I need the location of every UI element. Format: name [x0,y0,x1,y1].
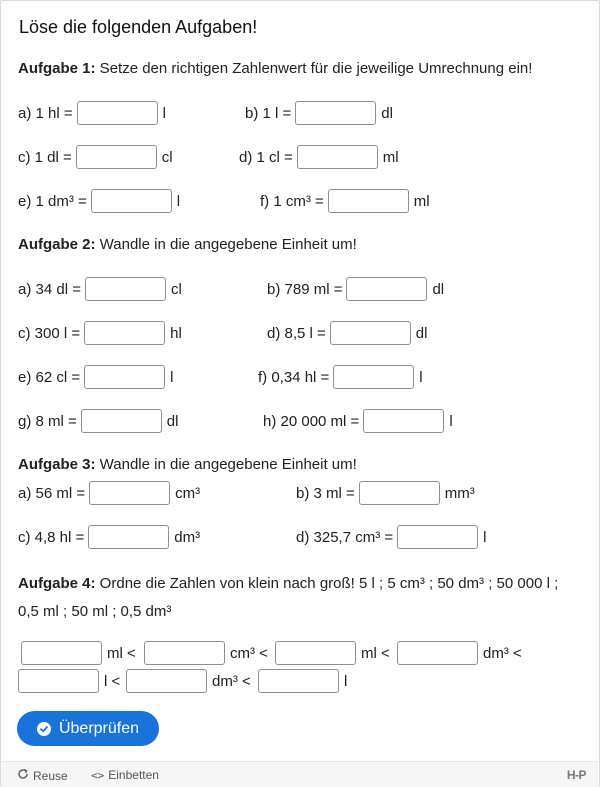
task4-line-1 [0,640,600,666]
task4-slot-4 [397,640,522,666]
task4-label: Aufgabe 4: [18,575,96,592]
reuse-link[interactable] [17,768,68,783]
task3-item-b-input[interactable] [359,481,440,505]
task3-heading [18,456,357,473]
task2-item-h-input[interactable] [363,409,444,433]
task3-row-1 [0,480,600,506]
task2-item-c-prompt: c) 300 l = [18,324,81,342]
task1-item-f-unit: ml [413,192,430,210]
task2-item-c [18,320,182,346]
task2-item-e-unit: l [170,368,174,386]
task4-slot-3-input[interactable] [275,641,356,665]
task4-slot-7-input[interactable] [258,669,339,693]
check-circle-icon [37,722,51,736]
task4-slot-6-unit: dm³ < [212,672,251,690]
check-button-label: Überprüfen [58,719,140,737]
task4-slot-7 [258,668,347,694]
task1-item-e-input[interactable] [91,189,172,213]
task3-item-b [296,480,475,506]
task1-item-c-unit: cl [161,148,173,166]
task3-item-d-unit: l [483,528,487,546]
task2-item-g-prompt: g) 8 ml = [18,412,77,430]
task4-slot-5-unit: l < [104,672,121,690]
h5p-logo[interactable]: H-P [566,768,586,782]
task2-item-f-unit: l [419,368,423,386]
task4-slot-5-input[interactable] [18,669,99,693]
task2-item-h [263,408,453,434]
task4-slot-1-input[interactable] [21,641,102,665]
task1-item-f-prompt: f) 1 cm³ = [260,192,324,210]
task1-item-d-prompt: d) 1 cl = [239,148,293,166]
task3-item-d [296,524,486,550]
reuse-icon [17,768,29,783]
task2-text: Wandle in die angegebene Einheit um! [95,236,357,253]
task2-item-e [18,364,173,390]
task1-item-e-unit: l [176,192,181,210]
task2-item-g [18,408,178,434]
task2-item-h-prompt: h) 20 000 ml = [263,412,360,430]
task3-item-c [18,524,200,550]
task2-row-1 [0,276,600,302]
task2-item-d-unit: dl [415,324,428,342]
task1-item-e [18,188,180,214]
task2-label: Aufgabe 2: [18,236,96,253]
task2-item-e-prompt: e) 62 cl = [18,368,81,386]
task1-item-b-unit: dl [381,104,393,122]
task2-item-d-prompt: d) 8,5 l = [267,324,326,342]
task2-item-b-prompt: b) 789 ml = [267,280,343,298]
task3-item-c-unit: dm³ [174,528,201,546]
task2-item-a-unit: cl [170,280,182,298]
task2-item-d-input[interactable] [330,321,411,345]
task2-item-f-prompt: f) 0,34 hl = [258,368,330,386]
task3-item-a-unit: cm³ [175,484,201,502]
task4-slot-3 [275,640,390,666]
task2-item-f [258,364,423,390]
task2-item-b-unit: dl [432,280,445,298]
task1-item-a-input[interactable] [77,101,158,125]
code-icon: <> [91,768,105,782]
reuse-label: Reuse [33,768,68,783]
task3-item-a [18,480,200,506]
task4-slot-2 [144,640,268,666]
task1-item-d [239,144,399,170]
task4-slot-7-unit: l [344,672,348,690]
task3-item-d-prompt: d) 325,7 cm³ = [296,528,394,546]
task4-heading [18,570,583,626]
task3-item-c-prompt: c) 4,8 hl = [18,528,85,546]
task2-item-c-unit: hl [170,324,182,342]
task3-item-a-prompt: a) 56 ml = [18,484,86,502]
task2-item-a-prompt: a) 34 dl = [18,280,81,298]
task1-item-b-prompt: b) 1 l = [245,104,292,122]
task1-item-c-input[interactable] [76,145,157,169]
task1-item-c-prompt: c) 1 dl = [18,148,72,166]
task4-slot-6-input[interactable] [126,669,207,693]
embed-label: Einbetten [108,768,159,782]
task1-row-3 [0,188,600,214]
task2-row-4 [0,408,600,434]
task1-item-c [18,144,173,170]
task3-text: Wandle in die angegebene Einheit um! [95,456,357,473]
task4-slot-6 [126,668,251,694]
task3-item-c-input[interactable] [88,525,169,549]
task4-text: Ordne die Zahlen von klein nach groß! 5 l ; 5 cm³ ; 50 dm³ ; 50 000 l ; 0,5 ml ; 50 ml ; 0,5 dm³ [18,575,559,620]
task3-item-d-input[interactable] [397,525,478,549]
task4-slot-4-unit: dm³ < [483,644,522,662]
task3-item-b-unit: mm³ [444,484,475,502]
task3-item-b-prompt: b) 3 ml = [296,484,355,502]
task4-line-2 [0,668,600,694]
task1-text: Setze den richtigen Zahlenwert für die jeweilige Umrechnung ein! [95,60,533,77]
footer-bar [1,761,598,787]
task4-slot-1 [21,640,136,666]
task2-heading [18,236,357,253]
task1-item-d-unit: ml [382,148,399,166]
task1-row-1 [0,100,600,126]
task1-item-a-prompt: a) 1 hl = [18,104,73,122]
task1-label: Aufgabe 1: [18,60,96,77]
task4-slot-2-input[interactable] [144,641,225,665]
task4-slot-2-unit: cm³ < [230,644,268,662]
task2-row-2 [0,320,600,346]
task1-row-2 [0,144,600,170]
page-title: Löse die folgenden Aufgaben! [19,17,258,37]
task3-row-2 [0,524,600,550]
task3-label: Aufgabe 3: [18,456,96,473]
task2-item-a [18,276,182,302]
task1-item-a [18,100,166,126]
task2-item-g-unit: dl [166,412,179,430]
task4-slot-1-unit: ml < [107,644,136,662]
check-button[interactable] [17,711,159,746]
task2-item-c-input[interactable] [84,321,165,345]
task2-item-b-input[interactable] [346,277,427,301]
task2-item-b [267,276,444,302]
task2-item-f-input[interactable] [333,365,414,389]
task2-item-d [267,320,427,346]
task2-item-g-input[interactable] [81,409,162,433]
task4-slot-5 [18,668,120,694]
task2-item-h-unit: l [449,412,453,430]
task1-item-b [245,100,393,126]
task1-item-f-input[interactable] [328,189,409,213]
task1-item-f [260,188,430,214]
task2-row-3 [0,364,600,390]
task3-item-a-input[interactable] [89,481,170,505]
task1-item-e-prompt: e) 1 dm³ = [18,192,87,210]
task4-slot-3-unit: ml < [361,644,390,662]
task2-item-a-input[interactable] [85,277,166,301]
task1-heading [18,60,532,77]
task4-slot-4-input[interactable] [397,641,478,665]
task2-item-e-input[interactable] [84,365,165,389]
embed-link[interactable] [91,768,159,782]
task1-item-b-input[interactable] [295,101,376,125]
task1-item-a-unit: l [162,104,166,122]
task1-item-d-input[interactable] [297,145,378,169]
